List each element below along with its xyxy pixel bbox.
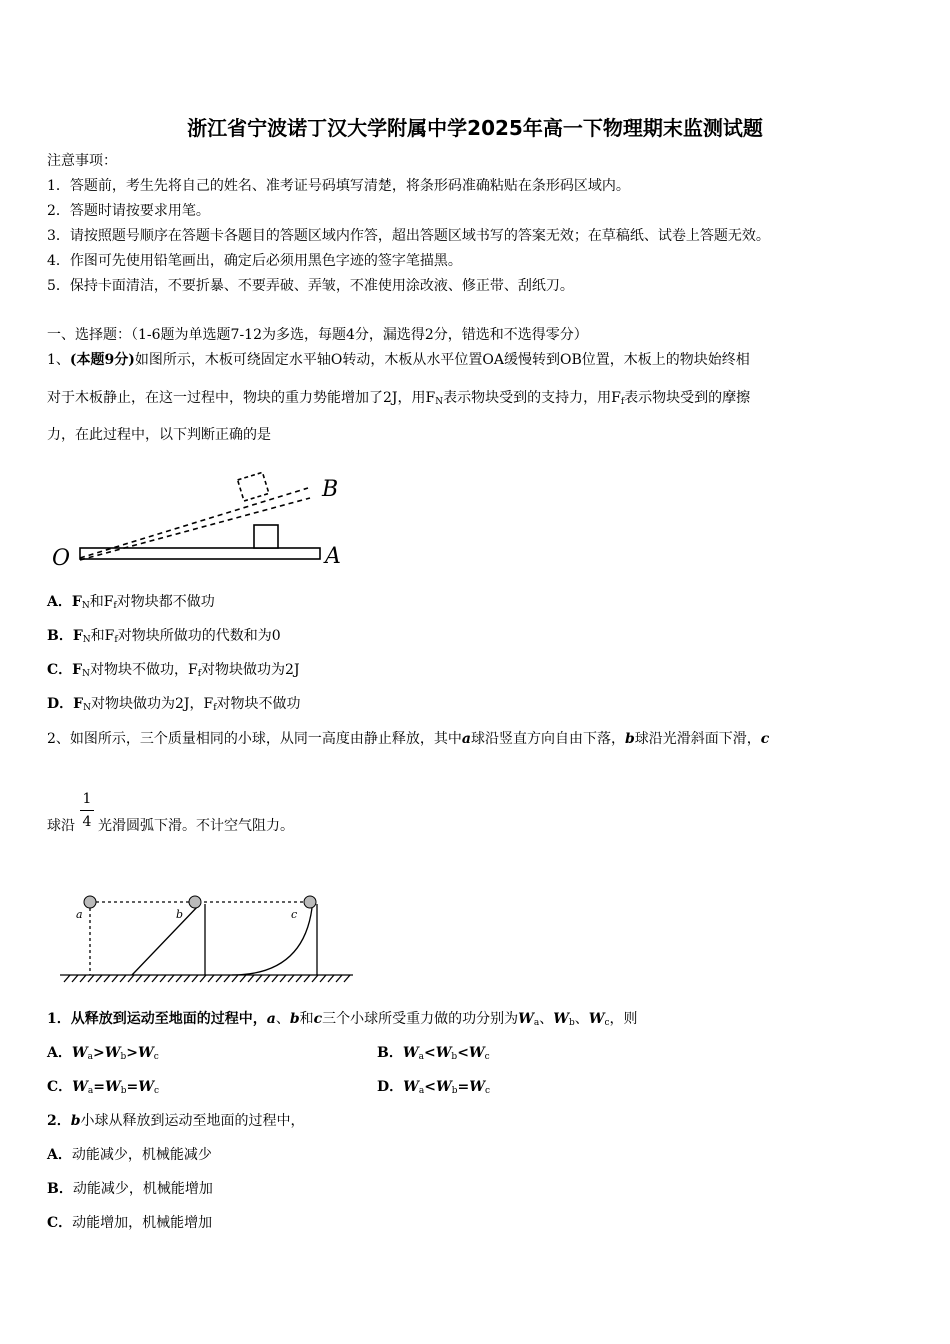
- q2-line2-start: 球沿: [47, 818, 75, 834]
- q2-sub1-option-d: D．$W_a<W_b=W_c$: [377, 1079, 490, 1096]
- notice-item-1: 1．答题前，考生先将自己的姓名、准考证号码填写清楚，将条形码准确粘贴在条形码区域内。: [47, 178, 630, 194]
- section-heading: 一、选择题：（1-6题为单选题7-12为多选，每题4分，漏选得2分，错选和不选得零分）: [47, 327, 588, 343]
- q1-line3: 力，在此过程中，以下判断正确的是: [47, 427, 271, 443]
- q2-sub1-option-b: B．$W_a<W_b<W_c$: [377, 1045, 490, 1062]
- incline-surface: [132, 904, 200, 975]
- label-ball-c: c: [291, 908, 298, 921]
- q1-tag: (本题9分): [69, 352, 135, 368]
- q2-line1: 2、如图所示，三个质量相同的小球，从同一高度由静止释放，其中a球沿竖直方向自由下落，b球沿光滑斜面下滑，c: [47, 731, 770, 747]
- q1-option-b: B．$F_N$和$F_f$对物块所做功的代数和为0: [47, 628, 281, 645]
- q2-sub2-option-c: C．动能增加，机械能增加: [47, 1215, 213, 1231]
- q1-option-d: D．$F_N$对物块做功为2J，$F_f$对物块不做功: [47, 696, 301, 713]
- ball-b: [189, 896, 201, 908]
- q2-sub1-stem: 1．从释放到运动至地面的过程中，a、b和c三个小球所受重力做的功分别为$W_a$、$W_b$、$W_c$，则: [47, 1011, 638, 1028]
- ball-a: [84, 896, 96, 908]
- ball-c: [304, 896, 316, 908]
- q1-line1: [47, 350, 750, 370]
- q2-sub1-option-c: C．$W_a=W_b=W_c$: [47, 1079, 160, 1096]
- page-title: 浙江省宁波诺丁汉大学附属中学2025年高一下物理期末监测试题: [187, 116, 763, 140]
- q2-line2-end: 光滑圆弧下滑。不计空气阻力。: [98, 818, 294, 834]
- q2-figure: [58, 890, 358, 990]
- block-on-oa: [254, 525, 278, 548]
- q1-option-a: A．$F_N$和$F_f$对物块都不做功: [47, 594, 215, 611]
- label-o: O: [52, 546, 71, 571]
- q1-option-c: C．$F_N$对物块不做功，$F_f$对物块做功为2J: [47, 662, 300, 679]
- label-ball-a: a: [76, 908, 83, 921]
- notice-item-3: 3．请按照题号顺序在答题卡各题目的答题区域内作答，超出答题区域书写的答案无效；在草稿纸、试卷上答题无效。: [47, 228, 770, 244]
- notice-item-2: 2．答题时请按要求用笔。: [47, 203, 210, 219]
- notice-heading: 注意事项：: [47, 153, 117, 169]
- label-b: B: [322, 477, 339, 502]
- q1-number: 1、: [47, 352, 70, 368]
- q2-sub2-option-b: B．动能减少，机械能增加: [47, 1181, 213, 1197]
- q1-figure: [50, 468, 350, 573]
- notice-item-5: 5．保持卡面清洁，不要折暴、不要弄破、弄皱，不准使用涂改液、修正带、刮纸刀。: [47, 278, 574, 294]
- q1-line2: 对于木板静止，在这一过程中，物块的重力势能增加了2J，用$F_N$表示物块受到的支持力，用$F_f$表示物块受到的摩擦: [47, 390, 751, 407]
- q2-sub2-option-a: A．动能减少，机械能减少: [47, 1147, 212, 1163]
- arc-surface: [232, 908, 312, 975]
- q1-text1: 如图所示，木板可绕固定水平轴O转动，木板从水平位置OA缓慢转到OB位置，木板上的物块始终相: [134, 352, 750, 368]
- label-ball-b: b: [176, 908, 184, 921]
- notice-item-4: 4．作图可先使用铅笔画出，确定后必须用黑色字迹的签字笔描黑。: [47, 253, 462, 269]
- fraction-one-quarter: 1 4: [80, 790, 94, 831]
- q2-sub2-stem: 2．b小球从释放到运动至地面的过程中，: [47, 1113, 305, 1129]
- label-a: A: [325, 544, 341, 569]
- block-on-ob: [238, 472, 269, 501]
- q2-sub1-option-a: A．$W_a>W_b>W_c$: [47, 1045, 159, 1062]
- ground-hatch: [64, 975, 350, 982]
